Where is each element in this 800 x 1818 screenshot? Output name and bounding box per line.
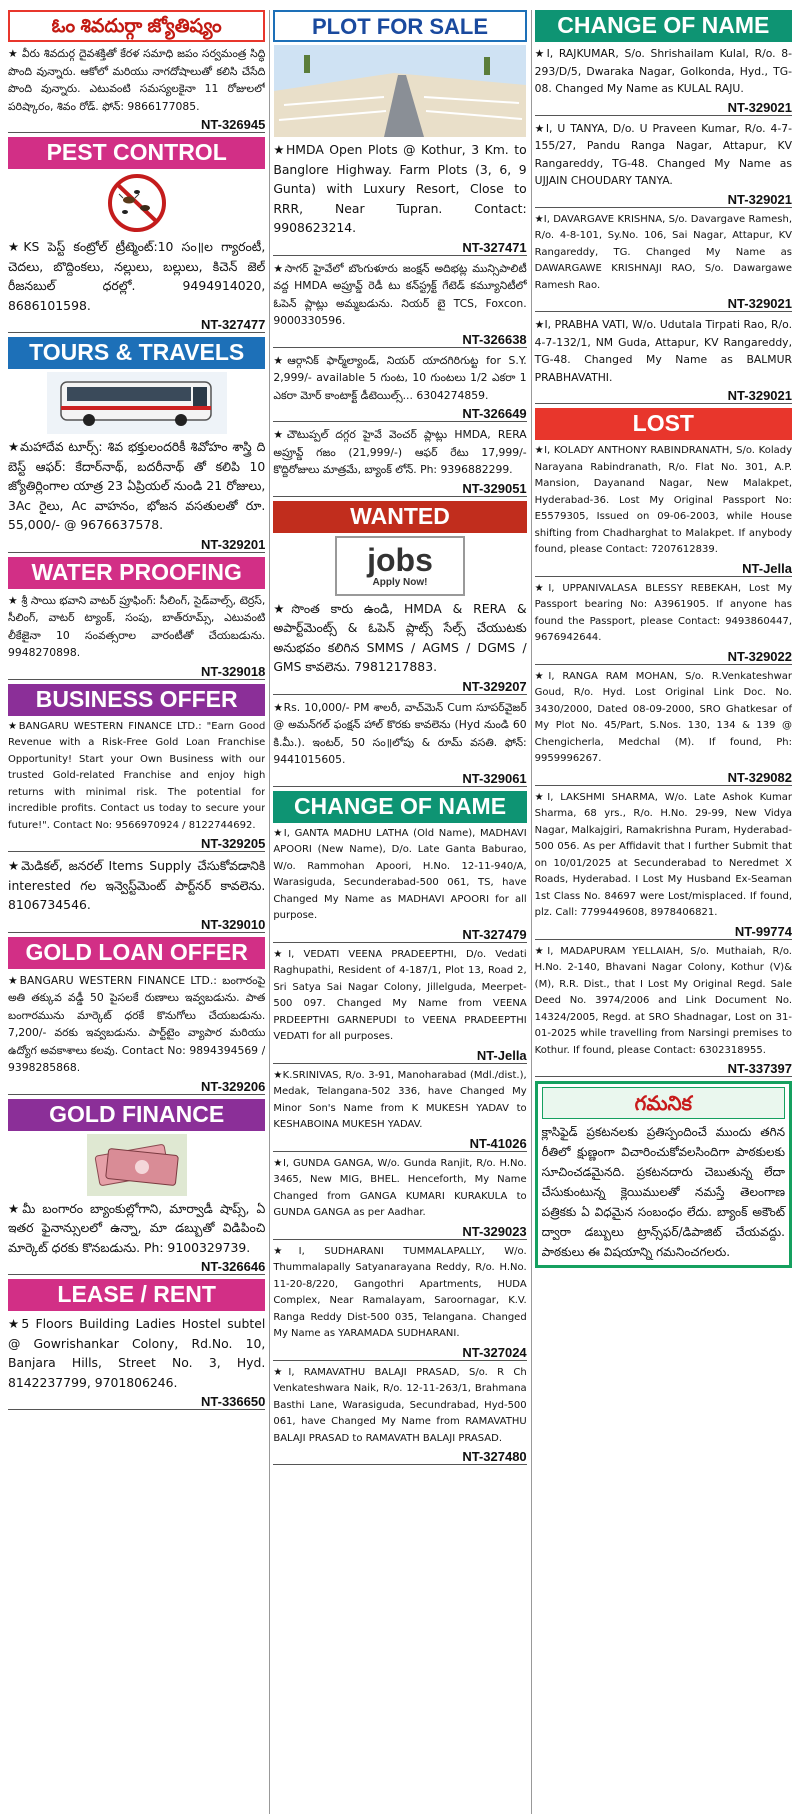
ad-code: NT-329021 <box>535 388 792 404</box>
ad-plot-choutuppal: ★చౌటుప్పల్ దగ్గర హైవే వెంచర్ ప్లాట్లు HMDA, RERA అప్రూవ్డ్ గజం (21,999/-) ఆఫర్ రేటు 17,999/- కొద్దిరోజులు మాత్రమే, బ్యాంక్ లోన్. Ph: 9396882299. <box>273 428 527 476</box>
ad-code: NT-329021 <box>535 296 792 312</box>
column-middle <box>269 10 526 1814</box>
ad-plot-organic-farmland: ★ఆర్గానిక్ ఫార్మ్‌ల్యాండ్, నియర్ యాదగిరిగుట్ట for S.Y. 2,999/- available 5 గుంట, 10 గుంటలు 1/2 ఎకరా 1 ఎకరా మోర్ కాంటాక్ట్ డీటెయిల్స్... 6304274859. <box>273 353 527 402</box>
plot-illustration <box>273 45 526 137</box>
section-header-wanted: WANTED <box>273 501 526 533</box>
ad-plot-hmda-kothur: ★HMDA Open Plots @ Kothur, 3 Km. to Banglore Highway. Farm Plots (3, 6, 9 Gunta) with Luxury Resort, Close to RRR, Near Tupran. Contact: 9908623214. <box>273 142 527 235</box>
ad-plot-sagar-highway: ★సాగర్ హైవేలో బొంగుళూరు జంక్షన్ అదిభట్ల మున్సిపాలిటీ వద్ద HMDA అప్రూవ్డ్ రెడీ టు కన్‌స్ట్రక్ట్ గేటెడ్ కమ్యూనిటీలో ఓపెన్ ప్లాట్లు అమ్మబడును. నియర్ బై TCS, Foxcon. 9000330596. <box>273 261 527 327</box>
ad-code: NT-329051 <box>273 481 526 497</box>
ad-code: NT-329082 <box>535 770 792 786</box>
ad-change-name: ★K.SRINIVAS, R/o. 3-91, Manoharabad (Mdl./dist.), Medak, Telangana-502 336, have Changed My Minor Son's Name from K MUKESH YADAV to KESHABOINA MUKESH YADAV. <box>273 1069 527 1130</box>
bus-icon <box>47 372 227 434</box>
ad-code: NT-329205 <box>8 836 265 852</box>
plots-icon <box>274 45 526 137</box>
ad-lost: ★I, KOLADY ANTHONY RABINDRANATH, S/o. Kolady Narayana Rabindranath, R/o. Flat No. 301, A.P. Mansion, Dayanand Nagar, New Malakpet, Hyderabad-36. Lost My Original Passport No: E5579305, Issued on 09-06-2003, while House shifting from Chadharghat to Malakpet. If anybody found, please Contact: 7207612839. <box>534 445 792 555</box>
ad-code: NT-329201 <box>8 537 265 553</box>
ad-code: NT-327024 <box>273 1345 526 1361</box>
section-header-tours-travels: TOURS & TRAVELS <box>8 337 265 369</box>
bus-illustration <box>8 372 265 434</box>
ad-code: NT-329021 <box>535 192 792 208</box>
column-left <box>8 10 265 1814</box>
cash-icon <box>87 1134 187 1196</box>
ad-code: NT-326646 <box>8 1259 265 1275</box>
jobs-illustration <box>273 536 526 596</box>
section-header-business-offer: BUSINESS OFFER <box>8 684 265 716</box>
ad-code: NT-99774 <box>535 924 792 940</box>
section-header-lost: LOST <box>535 408 792 440</box>
ad-code: NT-329206 <box>8 1079 265 1095</box>
ad-medical-supply: ★మెడికల్, జనరల్ Items Supply చేసుకోవడానికి interested గల ఇన్వెస్ట్‌మెంట్ పార్ట్‌నర్ కావలెను. 8106734546. <box>8 858 266 912</box>
ad-code: NT-329061 <box>273 771 526 787</box>
column-right <box>531 10 792 1814</box>
ad-change-name: ★I, GANTA MADHU LATHA (Old Name), MADHAVI APOORI (New Name), D/o. Late Ganta Baburao, W/o. Rammohan Apoori, H.No. 12-11-940/A, Warasiguda, Secunderabad-500 061, TS, have Changed My Name as MADHAVI APOORI for all purpose. <box>273 827 527 921</box>
ad-change-name: ★I, VEDATI VEENA PRADEEPTHI, D/o. Vedati Raghupathi, Resident of 4-187/1, Plot 13, Road 2, Sri Satya Sai Nagar Colony, Jillelguda, Meerpet-500 097. Changed My Name from VEENA PRDEEPTHI GARNEPUDI to VEENA PRADEEPTHI VEDATI for all purposes. <box>273 948 527 1042</box>
ad-code: NT-326945 <box>8 117 265 133</box>
ad-gold-finance: ★మీ బంగారం బ్యాంకుల్లోగాని, మార్వాడీ షాప్స్, ఏ ఇతర ఫైనాన్సులలో ఉన్నా, మా డబ్బుతో విడిపించి మార్కెట్ ధరకు కొనబడును. Ph: 9100329739. <box>8 1200 266 1255</box>
ad-code: NT-41026 <box>273 1136 526 1152</box>
ad-change-name: ★I, U TANYA, D/o. U Praveen Kumar, R/o. 4-7-155/27, Pandu Ranga Nagar, Attapur, KV Rangareddy, TG-48. Changed My Name as UJJAIN CHOUDARY TANYA. <box>534 121 792 187</box>
notice-body: క్లాసిఫైడ్ ప్రకటనలకు ప్రతిస్పందించే ముందు తగిన రీతిలో క్షుణ్ణంగా విచారించుకోవలసిందిగా పాఠకులకు సూచించడమైనది. ప్రకటనదారు చెబుతున్న లేదా చేసుకుంటున్న క్లెయిములతో నమస్తే తెలంగాణ పత్రికకు ఏ విధమైన సంబంధం లేదు. బ్యాంక్ అకౌంట్ ద్వారా డబ్బులు ట్రాన్స్‌ఫర్/డిపాజిట్ చేయవద్దు. పాఠకులు ఈ విషయాన్ని గమనించగలరు. <box>541 1125 785 1259</box>
ad-code: NT-329010 <box>8 917 265 933</box>
ad-gold-loan-offer: ★BANGARU WESTERN FINANCE LTD.: బంగారంపై అతి తక్కువ వడ్డీ 50 పైసలకే రుణాలు ఇవ్వబడును. పాత బంగారమును మార్కెట్ ధరకే కొనుగోలు చేయబడును. 7,200/- వరకు ఇవ్వబడును. పార్ట్‌టైం వ్యాపార మరియు ఉద్యోగ అవకాశాలు కలవు. Contact No: 9894394569 / 9398285868. <box>8 973 266 1074</box>
ad-change-name: ★I, DAVARGAVE KRISHNA, S/o. Davargave Ramesh, R/o. 4-8-101, Sy.No. 106, Sai Nagar, Attapur, KV Rangareddy, TG. Changed My Name as DAWARGAWE KRISHNAJI RAO, S/o. Dawargawe Ramesh Rao. <box>534 213 792 291</box>
ad-code: NT-Jella <box>535 561 792 577</box>
section-header-change-of-name: CHANGE OF NAME <box>273 791 526 823</box>
ad-change-name: ★I, RAJKUMAR, S/o. Shrishailam Kulal, R/o. 8-293/D/5, Dwaraka Nagar, Golkonda, Hyd., TG-08. Changed My Name as KULAL RAJU. <box>534 47 792 95</box>
section-header-jyotisham: ఓం శివదుర్గా జ్యోతిష్యం <box>8 10 265 42</box>
ad-tours-travels: ★మహాదేవ టూర్స్: శివ భక్తులందరికీ శివోహం శాస్త్రి ది బెస్ట్ ఆఫర్: కేదార్‌నాథ్, బదరీనాథ్ తో కలిపి 10 జ్యోతిర్లింగాల యాత్ర 23 ఏప్రియల్ నుండి 21 రోజులు, 3Ac రైలు, Ac వాహనం, భోజన వసతులతో రూ. 55,000/- @ 9676637578. <box>8 439 266 532</box>
ad-code: NT-327480 <box>273 1449 526 1465</box>
ad-jyotisham: ★ వీరు శివదుర్గ దైవశక్తితో కేరళ సమాధి జపం సర్వమంత్ర సిద్ధి పొంది వున్నారు. ఆకోలో మరియు నాగదోషాలుతో కలిసి చేసేది పొంది వున్నారు. ఎటువంటి సమస్యలకైనా 11 రోజులలో పరిష్కారం, శివం రోడ్. ఫోన్: 9866177085. <box>8 47 266 113</box>
ad-code: NT-329207 <box>273 679 526 695</box>
ad-wanted-watchman: ★Rs. 10,000/- PM శాలరీ, వాచ్‌మెన్ Cum సూపర్‌వైజర్ @ అమన్‌గల్ ఫంక్షన్ హాల్ కొరకు కావలెను (Hyd నుండి 60 కి.మీ.). ఇంటర్, 50 సం॥లోపు & రూమ్ వసతి. ఫోన్: 9441015605. <box>273 700 527 766</box>
jobs-logo-subtext: Apply Now! <box>372 577 428 588</box>
ad-code: NT-329018 <box>8 664 265 680</box>
ad-lost: ★I, UPPANIVALASA BLESSY REBEKAH, Lost My Passport bearing No: A3961905. If anyone has found the Passport, please Contact: 9493860447, 9676942644. <box>534 582 792 643</box>
ad-code: NT-337397 <box>535 1061 792 1077</box>
ad-change-name: ★I, GUNDA GANGA, W/o. Gunda Ranjit, R/o. H.No. 3465, New MIG, BHEL. Henceforth, My Name Changed from GANGA KUMARI KURAKULA to GUNDA GANGA as per Aadhar. <box>273 1157 527 1218</box>
section-header-change-of-name: CHANGE OF NAME <box>535 10 792 42</box>
ad-wanted-sales: ★సొంత కారు ఉండి, HMDA & RERA & అపార్ట్‌మెంట్స్ & ఓపెన్ ప్లాట్స్ సేల్స్ చేయుటకు అనుభవం కలిగిన SMMS / AGMS / DGMS / GMS కావలెను. 7981217883. <box>273 600 527 674</box>
ad-code: NT-Jella <box>273 1048 526 1064</box>
ad-lost: ★I, LAKSHMI SHARMA, W/o. Late Ashok Kumar Sharma, 68 yrs., R/o. H.No. 29-99, New Vidya Nagar, Malkajgiri, Ramakrishna Puram, Hyderabad-500 056. As per Affidavit that I further Submit that on 10/01/2025 at Secunderabad to Neredmet X Roads, Hyderabad. I Lost My Husband Ex-Seaman 1st Class No. 84697 were Lost/misplaced. If found, plz. Call: 7799449608, 8978406821. <box>534 791 792 918</box>
ad-code: NT-326638 <box>273 332 526 348</box>
ad-lost: ★I, MADAPURAM YELLAIAH, S/o. Muthaiah, R/o. H.No. 2-140, Bhavani Nagar Colony, Kothur (V)&(M), R.R. Dist., that I Lost My Original Regd. Sale Deed No. 3974/2006 and Link Document No. 14324/2005, Regd. at SRO Shadnagar, Lost on 31-01-2025 while travelling from Narsingi premises to Kothur. If found, please Contact: 6302318955. <box>534 945 792 1056</box>
section-header-water-proofing: WATER PROOFING <box>8 557 265 589</box>
ad-lost: ★I, RANGA RAM MOHAN, S/o. R.Venkateshwar Goud, R/o. Hyd. Lost Original Link Doc. No. 3430/2000, Dated 08-09-2000, SRO Ghatkesar of My Plot No. 45/Part, S.Nos. 130, 134 & 139 @ Chengicherla, Medchal (M). If found, Ph: 9959996267. <box>534 670 792 764</box>
ad-code: NT-329022 <box>535 649 792 665</box>
reader-notice-box <box>535 1081 792 1268</box>
ad-code: NT-327479 <box>273 927 526 943</box>
ad-water-proofing: ★ శ్రీ సాయి భవాని వాటర్ ప్రూఫింగ్: సీలింగ్, సైడ్‌వాల్స్, టెర్రస్, సీలింగ్, వాటర్ ట్యాంక్, సంపు, బాత్‌రూమ్స్, ఎటువంటి లీకేజైనా 10 సంవత్సరాల వారంటీతో చేయబడును. 9948270898. <box>8 593 266 659</box>
jobs-logo-text: jobs <box>367 542 433 578</box>
jobs-logo <box>335 536 465 596</box>
notice-title: గమనిక <box>542 1087 785 1119</box>
pest-illustration <box>8 172 265 234</box>
ad-lease-rent: ★5 Floors Building Ladies Hostel subtel @ Gowrishankar Colony, Rd.No. 10, Banjara Hills, Street No. 3, Hyd. 8142237799, 9701806246. <box>8 1316 266 1390</box>
ad-code: NT-327477 <box>8 317 265 333</box>
ad-change-name: ★I, SUDHARANI TUMMALAPALLY, W/o. Thummalapally Satyanarayana Reddy, R/o. H.No. 11-20-8/220, Gangothri Apartments, HUDA Complex, Near Ramalayam, Saroornagar, K.V. Ranga Reddy Dist-500 035, Telangana. Changed My Name as YARAMADA SUDHARANI. <box>273 1245 527 1339</box>
ad-pest-control: ★KS పెస్ట్ కంట్రోల్ ట్రీట్మెంట్:10 సం॥ల గ్యారంటీ, చెదలు, బొద్దింకలు, నల్లులు, బల్లులు, కిచెన్ జెల్ రీజనబుల్ ధరల్లో. 9494914020, 8686101598. <box>8 239 266 313</box>
ad-code: NT-327471 <box>273 240 526 256</box>
section-header-lease-rent: LEASE / RENT <box>8 1279 265 1311</box>
section-header-plot-for-sale: PLOT FOR SALE <box>273 10 526 42</box>
ad-code: NT-329023 <box>273 1224 526 1240</box>
ad-code: NT-329021 <box>535 100 792 116</box>
ad-code: NT-326649 <box>273 406 526 422</box>
cash-illustration <box>8 1134 265 1196</box>
ad-change-name: ★I, PRABHA VATI, W/o. Udutala Tirpati Rao, R/o. 4-7-132/1, NM Guda, Attapur, KV Rangareddy, TG-48. Changed My Name as BALMUR PRABHAVATHI. <box>534 318 792 384</box>
ad-change-name: ★I, RAMAVATHU BALAJI PRASAD, S/o. R Ch Venkateshwara Naik, R/o. 12-11-263/1, Brahmana Basthi Lane, Warasiguda, Secundrabad, Hyd-500 061, have Changed My Name from RAMAVATHU BALAJI PRASAD to RAMAVATH BALAJI PRASAD. <box>273 1366 527 1444</box>
section-header-gold-loan-offer: GOLD LOAN OFFER <box>8 937 265 969</box>
ad-business-offer: ★BANGARU WESTERN FINANCE LTD.: "Earn Good Revenue with a Risk-Free Gold Loan Franchise Opportunity! Start your Own Business with our trusted Gold-related Franchise and enjoy high returns with minimal risk. The potential for incredible profits. Contact us today to secure your future!". Contact No: 9566970924 / 8122744692. <box>8 720 266 831</box>
pest-icon <box>77 172 197 234</box>
section-header-gold-finance: GOLD FINANCE <box>8 1099 265 1131</box>
ad-code: NT-336650 <box>8 1394 265 1410</box>
section-header-pest-control: PEST CONTROL <box>8 137 265 169</box>
